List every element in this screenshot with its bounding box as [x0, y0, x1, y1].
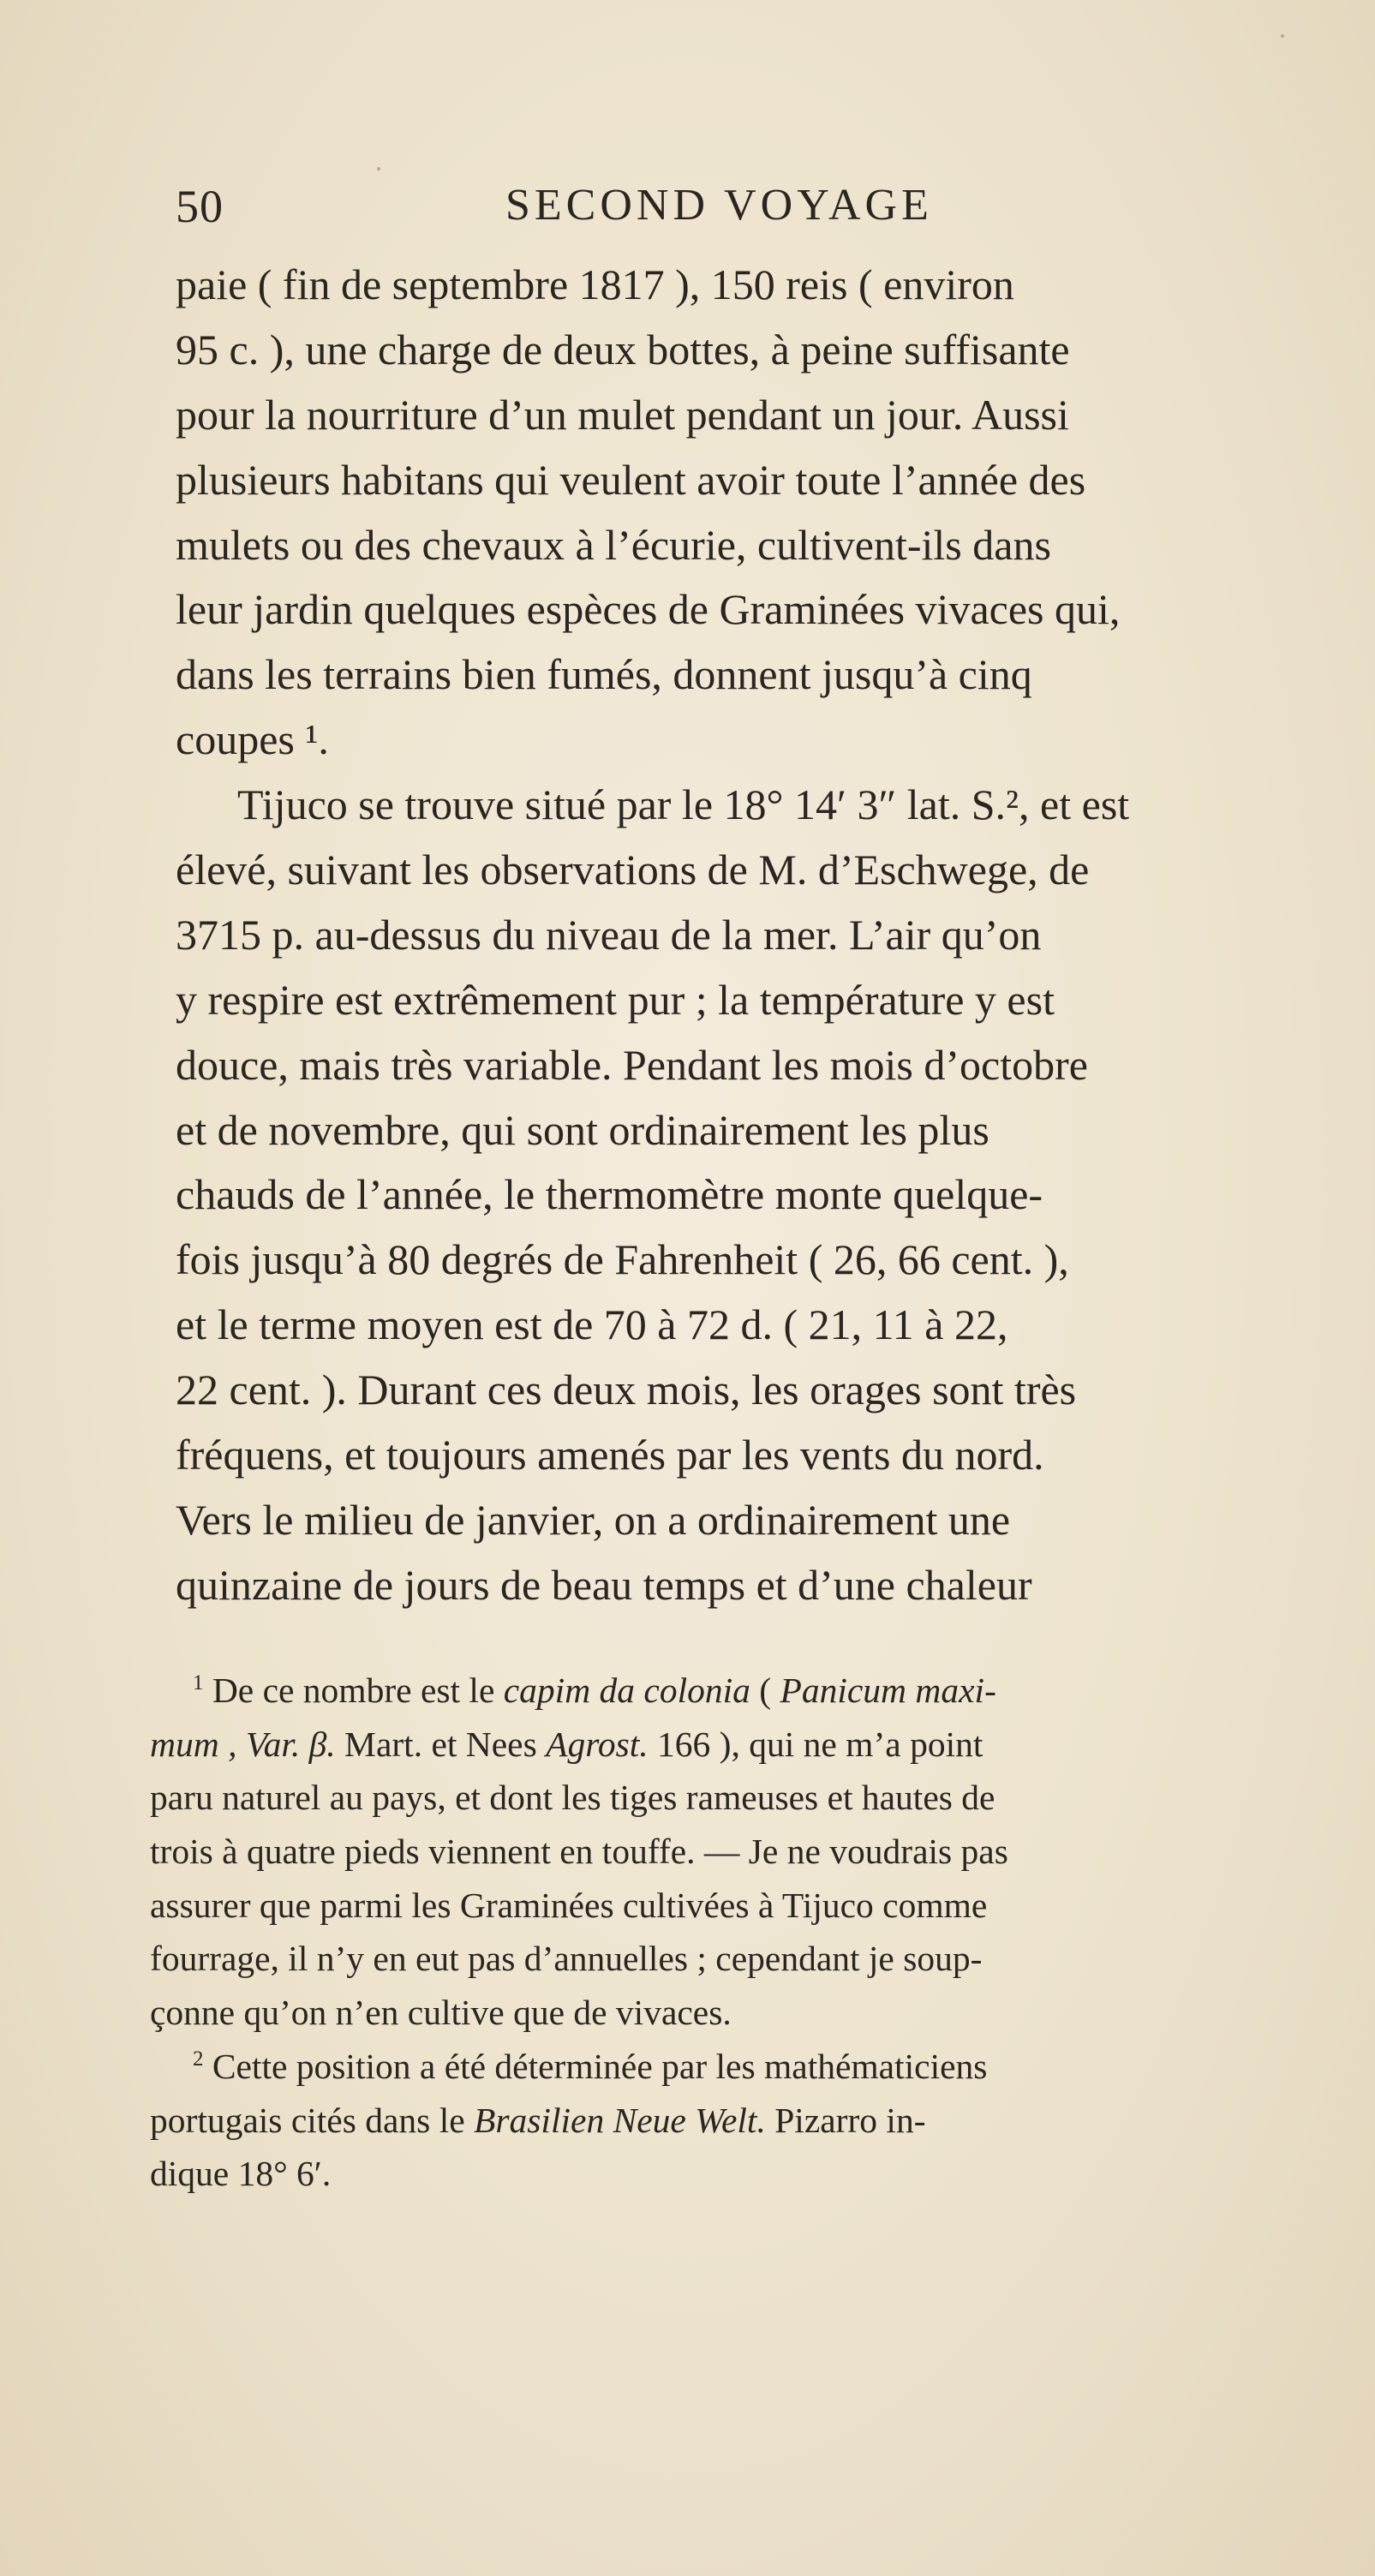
- footnote-1-line: assurer que parmi les Graminées cultivées à Tijuco comme: [150, 1885, 988, 1925]
- text-line: 22 cent. ). Durant ces deux mois, les orages sont très: [176, 1366, 1077, 1414]
- text-line: pour la nourriture d’un mulet pendant un jour. Aussi: [176, 390, 1069, 439]
- text-line: leur jardin quelques espèces de Graminées vivaces qui,: [176, 585, 1121, 634]
- footnote-text: 166 ), qui ne m’a point: [648, 1724, 983, 1764]
- text-line: douce, mais très variable. Pendant les mois d’octobre: [176, 1040, 1088, 1089]
- footnote-1-line: çonne qu’on n’en cultive que de vivaces.: [150, 1993, 732, 2033]
- text-line: chauds de l’année, le thermomètre monte quelque-: [176, 1170, 1043, 1219]
- footnote-1-line: fourrage, il n’y en eut pas d’annuelles ; cependant je soup-: [150, 1939, 983, 1979]
- text-line: plusieurs habitans qui veulent avoir toute l’année des: [176, 455, 1086, 504]
- text-line: mulets ou des chevaux à l’écurie, cultivent-ils dans: [176, 520, 1051, 569]
- text-line: y respire est extrêmement pur ; la température y est: [176, 975, 1055, 1024]
- text-line: et de novembre, qui sont ordinairement les plus: [176, 1105, 989, 1154]
- text-line: 95 c. ), une charge de deux bottes, à peine suffisante: [176, 325, 1070, 374]
- footnote-text: Pizarro in-: [765, 2100, 926, 2140]
- footnote-italic: Brasilien Neue Welt.: [474, 2100, 766, 2140]
- footnote-marker: 2: [193, 2047, 204, 2071]
- paper-speck: [1281, 34, 1284, 38]
- footnote-2-line: dique 18° 6′.: [150, 2154, 332, 2194]
- text-line: paie ( fin de septembre 1817 ), 150 reis ( environ: [176, 260, 1014, 308]
- footnote-italic: Agrost.: [546, 1724, 649, 1764]
- text-line: fréquens, et toujours amenés par les vents du nord.: [176, 1431, 1044, 1479]
- footnote-1-line: [150, 1718, 1349, 1772]
- footnote-1-line: [150, 1664, 1349, 1718]
- page-number: 50: [176, 181, 224, 232]
- footnote-marker: 1: [193, 1671, 204, 1695]
- text-line: quinzaine de jours de beau temps et d’une chaleur: [176, 1560, 1032, 1609]
- footnotes: [150, 1664, 1349, 2201]
- footnote-italic: Panicum maxi-: [780, 1671, 996, 1710]
- footnote-1-line: paru naturel au pays, et dont les tiges rameuses et hautes de: [150, 1778, 995, 1818]
- body-text: [176, 253, 1375, 1618]
- text-line: et le terme moyen est de 70 à 72 d. ( 21, 11 à 22,: [176, 1300, 1008, 1349]
- page-header: [176, 171, 1054, 248]
- running-head: SECOND VOYAGE: [505, 181, 933, 230]
- footnote-text: De ce nombre est le: [212, 1671, 504, 1710]
- footnote-2-line: [150, 2040, 1349, 2094]
- text-line: élevé, suivant les observations de M. d’Eschwege, de: [176, 846, 1090, 894]
- paragraph-start-line: Tijuco se trouve situé par le 18° 14′ 3″ lat. S.², et est: [237, 780, 1130, 829]
- footnote-2-line: [150, 2094, 1349, 2148]
- footnote-text: Cette position a été déterminée par les mathématiciens: [212, 2046, 988, 2086]
- footnote-text: portugais cités dans le: [150, 2100, 475, 2140]
- text-line: 3715 p. au-dessus du niveau de la mer. L’air qu’on: [176, 910, 1042, 959]
- text-line: dans les terrains bien fumés, donnent jusqu’à cinq: [176, 650, 1032, 699]
- footnote-italic: mum , Var. β.: [150, 1724, 336, 1764]
- footnote-text: (: [750, 1671, 780, 1710]
- paper-speck: [377, 167, 380, 170]
- text-line: Vers le milieu de janvier, on a ordinairement une: [176, 1495, 1011, 1544]
- footnote-1-line: trois à quatre pieds viennent en touffe. — Je ne voudrais pas: [150, 1832, 1008, 1872]
- footnote-text: Mart. et Nees: [335, 1724, 547, 1764]
- text-line: fois jusqu’à 80 degrés de Fahrenheit ( 26, 66 cent. ),: [176, 1235, 1069, 1284]
- text-line: coupes ¹.: [176, 715, 329, 764]
- footnote-italic: capim da colonia: [503, 1671, 750, 1710]
